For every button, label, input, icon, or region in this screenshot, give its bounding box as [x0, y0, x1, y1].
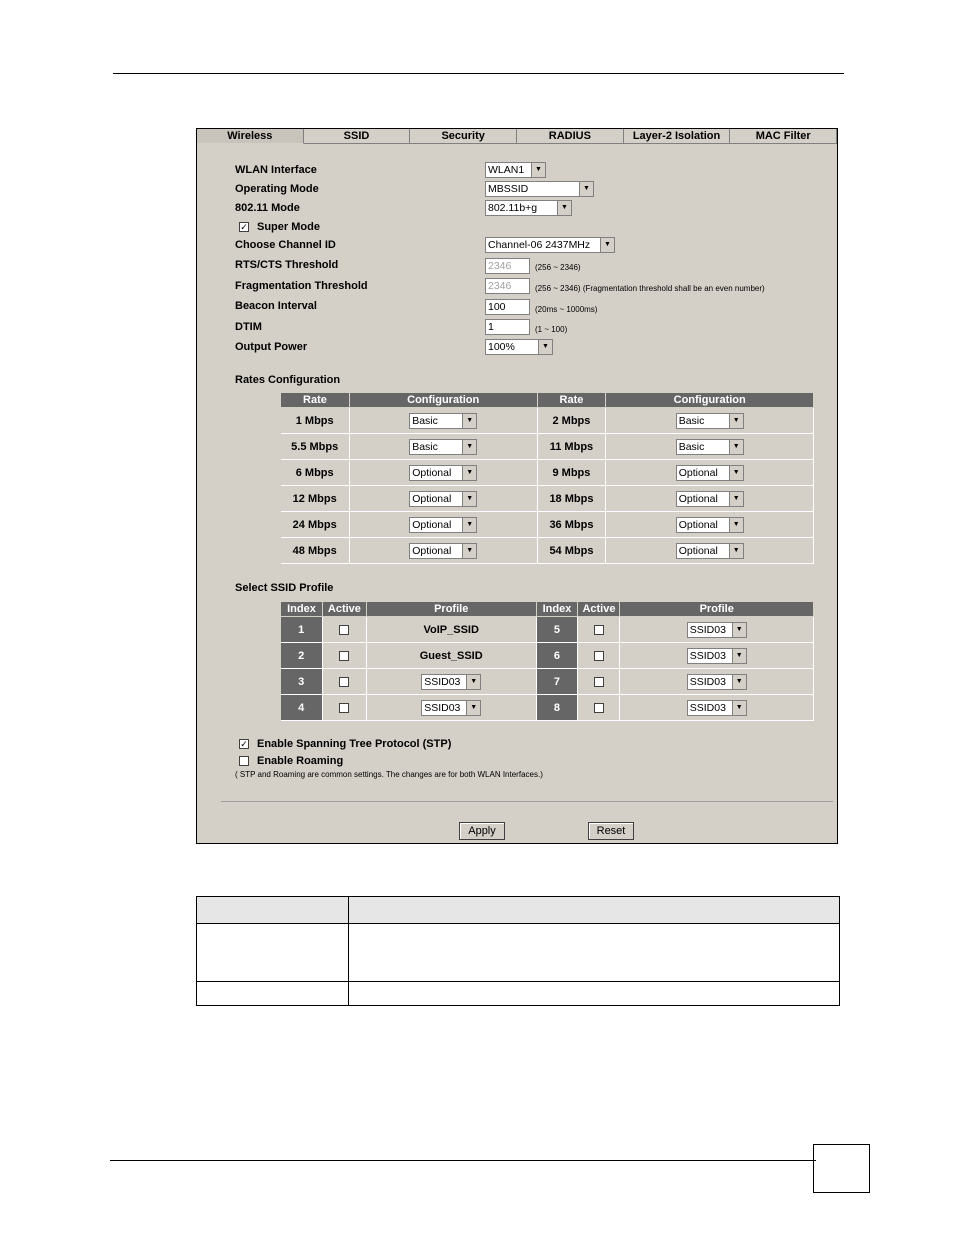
frag-label: Fragmentation Threshold [235, 280, 368, 292]
chevron-down-icon: ▼ [729, 414, 743, 428]
chevron-down-icon: ▼ [729, 544, 743, 558]
ssid-header-active: Active [322, 602, 366, 617]
description-table [196, 896, 840, 1006]
output-power-select[interactable] [485, 339, 553, 355]
wlan-interface-label: WLAN Interface [235, 164, 317, 176]
rate-config-value: Optional [412, 466, 452, 479]
rate-config-cell [606, 538, 814, 564]
rate-config-select[interactable] [676, 517, 744, 533]
tab-radius[interactable]: RADIUS [517, 129, 624, 144]
chevron-down-icon: ▼ [729, 492, 743, 506]
ssid-active-cell [578, 643, 620, 669]
desc-header-cell [349, 897, 840, 924]
rate-row [281, 408, 814, 434]
rate-config-value: Optional [412, 544, 452, 557]
rate-label: 9 Mbps [537, 460, 606, 486]
tab-mac-filter[interactable]: MAC Filter [730, 129, 837, 144]
tab-layer2-isolation[interactable]: Layer-2 Isolation [624, 129, 731, 144]
tab-wireless[interactable]: Wireless [197, 129, 304, 144]
dtim-label: DTIM [235, 321, 262, 333]
ssid-profile-cell [620, 643, 814, 669]
chevron-down-icon: ▼ [729, 440, 743, 454]
rate-config-cell [606, 486, 814, 512]
rate-config-cell [349, 486, 537, 512]
rate-config-select[interactable] [409, 491, 477, 507]
chevron-down-icon: ▼ [729, 518, 743, 532]
header-rule [113, 73, 844, 74]
chevron-down-icon: ▼ [729, 466, 743, 480]
ssid-index: 8 [536, 695, 578, 721]
channel-select[interactable] [485, 237, 615, 253]
ssid-index: 3 [281, 669, 323, 695]
tab-ssid[interactable]: SSID [304, 129, 411, 144]
rates-section-title: Rates Configuration [235, 374, 341, 386]
rate-label: 54 Mbps [537, 538, 606, 564]
ssid-profile-value: SSID03 [689, 623, 726, 636]
ssid-active-checkbox[interactable] [339, 625, 349, 635]
ssid-profile-value: SSID03 [424, 675, 461, 688]
rate-config-value: Basic [678, 414, 705, 427]
rate-label: 5.5 Mbps [281, 434, 350, 460]
rate-label: 48 Mbps [281, 538, 350, 564]
chevron-down-icon: ▼ [579, 182, 593, 196]
rate-config-value: Optional [678, 466, 718, 479]
rate-config-cell [349, 512, 537, 538]
ssid-header-profile: Profile [366, 602, 536, 617]
stp-label: Enable Spanning Tree Protocol (STP) [257, 738, 452, 750]
rate-row [281, 512, 814, 538]
rts-label: RTS/CTS Threshold [235, 259, 339, 271]
ssid-profile-select[interactable] [421, 700, 481, 716]
chevron-down-icon: ▼ [732, 623, 746, 637]
ssid-profile-cell [620, 695, 814, 721]
desc-header-cell [197, 897, 349, 924]
chevron-down-icon: ▼ [732, 701, 746, 715]
ssid-profile-value: SSID03 [689, 701, 726, 714]
rate-config-value: Basic [412, 440, 438, 453]
rate-config-value: Optional [412, 492, 452, 505]
ssid-active-checkbox[interactable] [594, 625, 604, 635]
ssid-profile-select[interactable] [687, 622, 747, 638]
ssid-index: 1 [281, 617, 323, 643]
ssid-active-checkbox[interactable] [339, 703, 349, 713]
ssid-active-checkbox[interactable] [339, 651, 349, 661]
divider [221, 801, 833, 802]
rate-row [281, 538, 814, 564]
rate-config-select[interactable] [409, 465, 477, 481]
rate-label: 1 Mbps [281, 408, 350, 434]
mode-80211-value: 802.11b+g [488, 202, 538, 214]
wlan-interface-select[interactable] [485, 162, 546, 178]
rate-label: 18 Mbps [537, 486, 606, 512]
chevron-down-icon: ▼ [462, 518, 476, 532]
output-power-value: 100% [488, 341, 515, 353]
chevron-down-icon: ▼ [462, 414, 476, 428]
ssid-row [281, 669, 814, 695]
ssid-active-cell [578, 669, 620, 695]
super-mode-checkbox[interactable]: ✓ [240, 222, 248, 232]
ssid-header-active: Active [578, 602, 620, 617]
roaming-checkbox[interactable] [239, 756, 249, 766]
super-mode-label: Super Mode [257, 221, 320, 233]
roaming-label: Enable Roaming [257, 755, 344, 767]
frag-input[interactable]: 2346 [485, 278, 530, 294]
ssid-profile-value: SSID03 [424, 701, 461, 714]
rate-label: 11 Mbps [537, 434, 606, 460]
operating-mode-value: MBSSID [488, 183, 529, 195]
common-settings-note: ( STP and Roaming are common settings. The changes are for both WLAN Interfaces.) [235, 770, 543, 779]
tab-bar [197, 129, 837, 145]
ssid-active-cell [322, 695, 366, 721]
ssid-header-index: Index [281, 602, 323, 617]
chevron-down-icon: ▼ [732, 649, 746, 663]
ssid-profile-select[interactable] [687, 674, 747, 690]
rates-header-config: Configuration [606, 393, 814, 408]
chevron-down-icon: ▼ [531, 163, 545, 177]
ssid-profile-table [280, 601, 814, 721]
rate-config-cell [349, 434, 537, 460]
rate-config-value: Basic [678, 440, 705, 453]
operating-mode-select[interactable] [485, 181, 594, 197]
tab-security[interactable]: Security [410, 129, 517, 144]
rate-label: 2 Mbps [537, 408, 606, 434]
chevron-down-icon: ▼ [462, 492, 476, 506]
beacon-label: Beacon Interval [235, 300, 317, 312]
rate-config-cell [606, 408, 814, 434]
ssid-profile-name: Guest_SSID [366, 643, 536, 669]
ssid-active-checkbox[interactable] [594, 703, 604, 713]
rate-config-select[interactable] [676, 491, 744, 507]
rate-config-select[interactable] [409, 543, 477, 559]
rate-config-cell [349, 408, 537, 434]
rate-config-select[interactable] [676, 543, 744, 559]
ssid-profile-cell [366, 669, 536, 695]
ssid-header-index: Index [536, 602, 578, 617]
ssid-active-cell [578, 617, 620, 643]
rate-config-select[interactable] [676, 465, 744, 481]
ssid-header-profile: Profile [620, 602, 814, 617]
rate-config-cell [606, 512, 814, 538]
chevron-down-icon: ▼ [557, 201, 571, 215]
rate-config-value: Optional [678, 518, 718, 531]
output-power-label: Output Power [235, 341, 308, 353]
ssid-index: 2 [281, 643, 323, 669]
ssid-index: 6 [536, 643, 578, 669]
rate-config-cell [606, 460, 814, 486]
rts-input[interactable]: 2346 [485, 258, 530, 274]
chevron-down-icon: ▼ [538, 340, 552, 354]
ssid-active-cell [578, 695, 620, 721]
ssid-index: 4 [281, 695, 323, 721]
rate-config-select[interactable] [676, 413, 744, 429]
rate-config-select[interactable] [409, 413, 477, 429]
rates-header-rate: Rate [281, 393, 350, 408]
rate-label: 36 Mbps [537, 512, 606, 538]
ssid-profile-select[interactable] [421, 674, 481, 690]
mode-80211-select[interactable] [485, 200, 572, 216]
rate-config-value: Basic [412, 414, 438, 427]
chevron-down-icon: ▼ [466, 675, 480, 689]
rate-label: 6 Mbps [281, 460, 350, 486]
ssid-row [281, 643, 814, 669]
rate-row [281, 486, 814, 512]
ssid-row [281, 695, 814, 721]
reset-button[interactable]: Reset [588, 822, 634, 840]
chevron-down-icon: ▼ [462, 440, 476, 454]
wireless-settings-screen [196, 128, 838, 844]
rate-config-cell [349, 538, 537, 564]
channel-label: Choose Channel ID [235, 239, 336, 251]
ssid-profile-select[interactable] [687, 648, 747, 664]
ssid-index: 7 [536, 669, 578, 695]
rate-config-value: Optional [678, 492, 718, 505]
ssid-profile-cell [620, 617, 814, 643]
ssid-active-cell [322, 669, 366, 695]
footer-rule [110, 1160, 816, 1161]
rate-label: 12 Mbps [281, 486, 350, 512]
rate-config-select[interactable] [409, 517, 477, 533]
rate-config-select[interactable] [409, 439, 477, 455]
ssid-active-checkbox[interactable] [594, 677, 604, 687]
ssid-active-cell [322, 643, 366, 669]
chevron-down-icon: ▼ [600, 238, 614, 252]
apply-button[interactable]: Apply [459, 822, 505, 840]
rate-config-value: Optional [412, 518, 452, 531]
rate-config-cell [606, 434, 814, 460]
dtim-input[interactable]: 1 [485, 319, 530, 335]
ssid-index: 5 [536, 617, 578, 643]
rates-header-rate: Rate [537, 393, 606, 408]
rates-table [280, 392, 814, 564]
ssid-section-title: Select SSID Profile [235, 582, 334, 594]
ssid-profile-value: SSID03 [689, 649, 726, 662]
ssid-profile-cell [366, 695, 536, 721]
beacon-input[interactable]: 100 [485, 299, 530, 315]
ssid-profile-cell [620, 669, 814, 695]
chevron-down-icon: ▼ [732, 675, 746, 689]
page-number-box [813, 1144, 870, 1193]
rates-header-config: Configuration [349, 393, 537, 408]
ssid-profile-value: SSID03 [689, 675, 726, 688]
frag-hint: (256 ~ 2346) (Fragmentation threshold shall be an even number) [535, 284, 765, 293]
rate-label: 24 Mbps [281, 512, 350, 538]
rts-hint: (256 ~ 2346) [535, 263, 581, 272]
chevron-down-icon: ▼ [462, 544, 476, 558]
ssid-active-checkbox[interactable] [339, 677, 349, 687]
wlan-interface-value: WLAN1 [488, 164, 525, 176]
operating-mode-label: Operating Mode [235, 183, 319, 195]
dtim-hint: (1 ~ 100) [535, 325, 568, 334]
chevron-down-icon: ▼ [462, 466, 476, 480]
ssid-profile-name: VoIP_SSID [366, 617, 536, 643]
stp-checkbox[interactable]: ✓ [240, 739, 248, 749]
rate-row [281, 460, 814, 486]
beacon-hint: (20ms ~ 1000ms) [535, 305, 598, 314]
desc-cell [349, 924, 840, 982]
desc-cell [197, 982, 349, 1006]
rate-config-cell [349, 460, 537, 486]
ssid-active-cell [322, 617, 366, 643]
desc-cell [349, 982, 840, 1006]
rate-config-select[interactable] [676, 439, 744, 455]
ssid-profile-select[interactable] [687, 700, 747, 716]
channel-value: Channel-06 2437MHz [488, 239, 591, 251]
rate-row [281, 434, 814, 460]
ssid-row [281, 617, 814, 643]
ssid-active-checkbox[interactable] [594, 651, 604, 661]
mode-80211-label: 802.11 Mode [235, 202, 300, 214]
desc-cell [197, 924, 349, 982]
rate-config-value: Optional [678, 544, 718, 557]
chevron-down-icon: ▼ [466, 701, 480, 715]
